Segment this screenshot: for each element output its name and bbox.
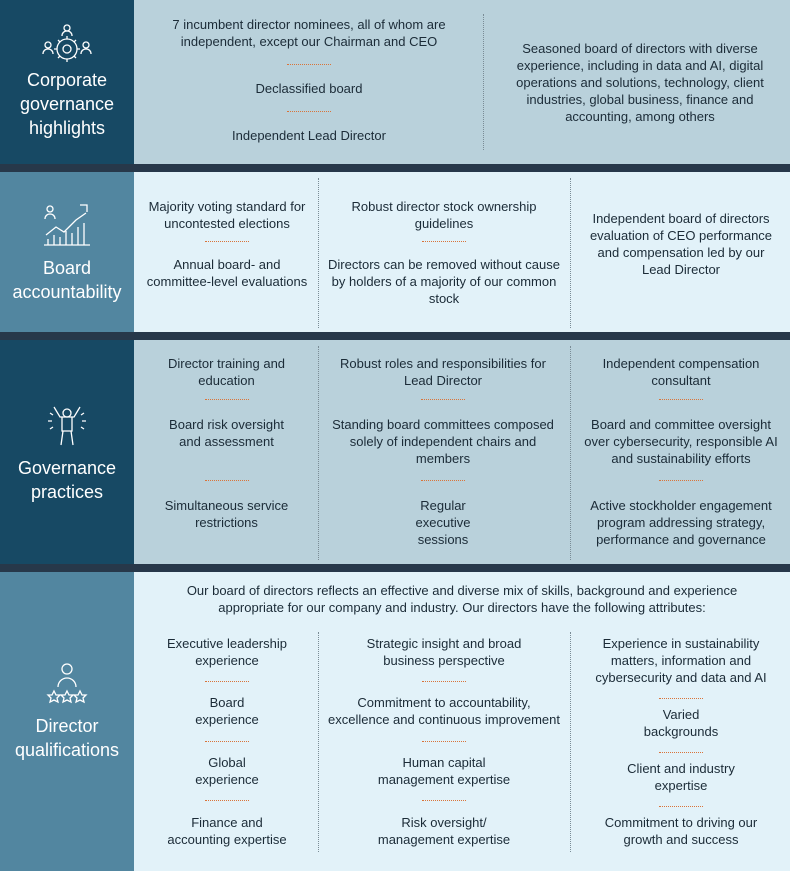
column-divider [318, 178, 319, 328]
list-item: Board risk oversight and assessment [169, 417, 284, 449]
column-divider [570, 178, 571, 328]
section-separator [0, 164, 790, 172]
section-corporate-governance [0, 0, 790, 164]
list-item: Experience in sustainability matters, information and cybersecurity and data and AI [595, 636, 767, 685]
list-item: Commitment to driving our growth and success [604, 815, 758, 847]
section-label-panel [0, 0, 134, 164]
content-column-1 [154, 0, 464, 164]
list-item: 7 incumbent director nominees, all of whom are independent, except our Chairman and CEO [172, 17, 446, 49]
dotted-divider [659, 480, 703, 481]
dotted-divider [205, 741, 249, 742]
content-column-3 [588, 172, 774, 332]
column-divider [318, 632, 319, 852]
list-item: Robust director stock ownership guidelines [351, 199, 537, 231]
list-item: Annual board- and committee-level evaluations [146, 257, 308, 289]
list-item: Independent board of directors evaluation of CEO performance and compensation led by our Lead Director [589, 211, 773, 277]
list-item: Risk oversight/ management expertise [377, 815, 511, 847]
content-column-3 [580, 340, 782, 564]
list-item: Seasoned board of directors with diverse experience, including in data and AI, digital operations and solutions, technology, client industries, global business, finance and accounting, among others [516, 41, 764, 124]
column-divider [570, 346, 571, 560]
dotted-divider [421, 480, 465, 481]
content-column-2 [510, 0, 770, 164]
dotted-divider [287, 111, 331, 112]
list-item: Varied backgrounds [643, 707, 719, 739]
section-label-panel [0, 572, 134, 871]
section-label-panel [0, 340, 134, 564]
content-column-3 [580, 572, 782, 871]
list-item: Robust roles and responsibilities for Lead Director [340, 356, 546, 388]
dotted-divider [422, 241, 466, 242]
dotted-divider [422, 681, 466, 682]
section-director-qualifications [0, 572, 790, 871]
list-item: Directors can be removed without cause by holders of a majority of our common stock [328, 257, 560, 306]
dotted-divider [205, 480, 249, 481]
list-item: Commitment to accountability, excellence and continuous improvement [328, 695, 560, 727]
qualifications-intro: Our board of directors reflects an effective and diverse mix of skills, background and experience appropriate for our company and industry. Our directors have the following attributes: [186, 583, 738, 615]
column-divider [483, 14, 484, 150]
content-column-1 [164, 340, 289, 564]
section-title: Governance practices [17, 458, 117, 502]
section-title: Board accountability [12, 258, 122, 302]
list-item: Active stockholder engagement program addressing strategy, performance and governance [590, 498, 772, 547]
column-divider [570, 632, 571, 852]
dotted-divider [659, 806, 703, 807]
list-item: Standing board committees composed solely of independent chairs and members [332, 417, 554, 466]
section-board-accountability [0, 172, 790, 332]
dotted-divider [422, 741, 466, 742]
list-item: Board and committee oversight over cybersecurity, responsible AI and sustainability efforts [584, 417, 778, 466]
column-divider [318, 346, 319, 560]
list-item: Client and industry expertise [627, 761, 735, 793]
dotted-divider [659, 698, 703, 699]
dotted-divider [421, 399, 465, 400]
list-item: Independent Lead Director [232, 128, 386, 143]
list-item: Majority voting standard for uncontested elections [148, 199, 306, 231]
content-column-2 [328, 572, 560, 871]
list-item: Regular executive sessions [415, 498, 471, 547]
dotted-divider [659, 752, 703, 753]
section-separator [0, 332, 790, 340]
dotted-divider [205, 800, 249, 801]
section-content [134, 0, 790, 164]
list-item: Strategic insight and broad business perspective [366, 636, 522, 668]
content-column-2 [332, 340, 554, 564]
section-governance-practices [0, 340, 790, 564]
list-item: Executive leadership experience [167, 636, 287, 668]
section-content [134, 572, 790, 871]
list-item: Finance and accounting expertise [167, 815, 287, 847]
person-stars-icon [35, 660, 99, 710]
dotted-divider [205, 681, 249, 682]
list-item: Director training and education [167, 356, 286, 388]
section-content [134, 172, 790, 332]
person-celebrating-icon [35, 400, 99, 450]
dotted-divider [422, 800, 466, 801]
content-column-2 [328, 172, 560, 332]
content-column-1 [146, 172, 308, 332]
content-column-1 [146, 572, 308, 871]
list-item: Human capital management expertise [377, 755, 511, 787]
list-item: Board experience [195, 695, 259, 727]
list-item: Simultaneous service restrictions [164, 498, 289, 530]
section-title: Corporate governance highlights [19, 70, 115, 138]
list-item: Global experience [195, 755, 259, 787]
section-label-panel [0, 172, 134, 332]
dotted-divider [205, 241, 249, 242]
growth-chart-icon [35, 200, 99, 250]
list-item: Declassified board [255, 81, 363, 96]
dotted-divider [287, 64, 331, 65]
dotted-divider [659, 399, 703, 400]
list-item: Independent compensation consultant [602, 356, 760, 388]
section-title: Director qualifications [14, 716, 120, 760]
section-content [134, 340, 790, 564]
section-separator [0, 564, 790, 572]
gear-people-icon [35, 22, 99, 72]
dotted-divider [205, 399, 249, 400]
